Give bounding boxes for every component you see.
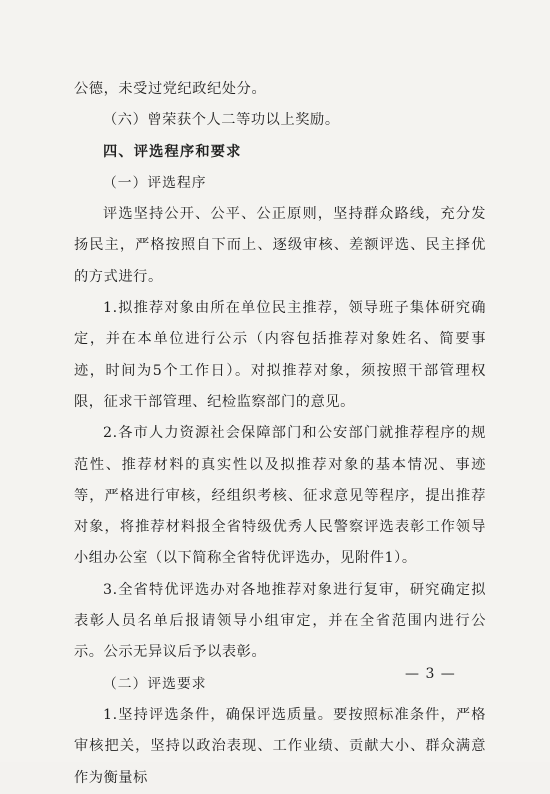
body-text [74,74,486,794]
paragraph-step-1: 1.拟推荐对象由所在单位民主推荐，领导班子集体研究确定，并在本单位进行公示（内容包括推荐对象姓名、简要事迹，时间为5个工作日）。对拟推荐对象，须按照干部管理权限，征求干部管理、纪检监察部门的意见。 [74,300,486,410]
paragraph-step-3: 3.全省特优评选办对各地推荐对象进行复审，研究确定拟表彰人员名单后报请领导小组审定，并在全省范围内进行公示。公示无异议后予以表彰。 [74,581,486,661]
paragraph-step-2: 2.各市人力资源社会保障部门和公安部门就推荐程序的规范性、推荐材料的真实性以及拟推荐对象的基本情况、事迹等，严格进行审核，经组织考核、征求意见等程序，提出推荐对象，将推荐材料报全省特级优秀人民警察评选表彰工作领导小组办公室（以下简称全省特优评选办，见附件1）。 [74,425,486,567]
paragraph-item-six: （六）曾荣获个人二等功以上奖励。 [103,112,340,129]
paragraph-requirement-1: 1.坚持评选条件，确保评选质量。要按照标准条件，严格审核把关，坚持以政治表现、工作业绩、贡献大小、群众满意作为衡量标 [74,706,486,786]
subheading-procedure: （一）评选程序 [103,174,207,191]
subheading-requirements: （二）评选要求 [103,675,207,692]
paragraph-principles: 评选坚持公开、公平、公正原则，坚持群众路线，充分发扬民主，严格按照自下而上、逐级审核、差额评选、民主择优的方式进行。 [74,206,486,285]
section-heading-four: 四、评选程序和要求 [103,143,242,160]
paragraph-continuation: 公德，未受过党纪政纪处分。 [74,81,267,97]
page-number: — 3 — [405,666,456,682]
